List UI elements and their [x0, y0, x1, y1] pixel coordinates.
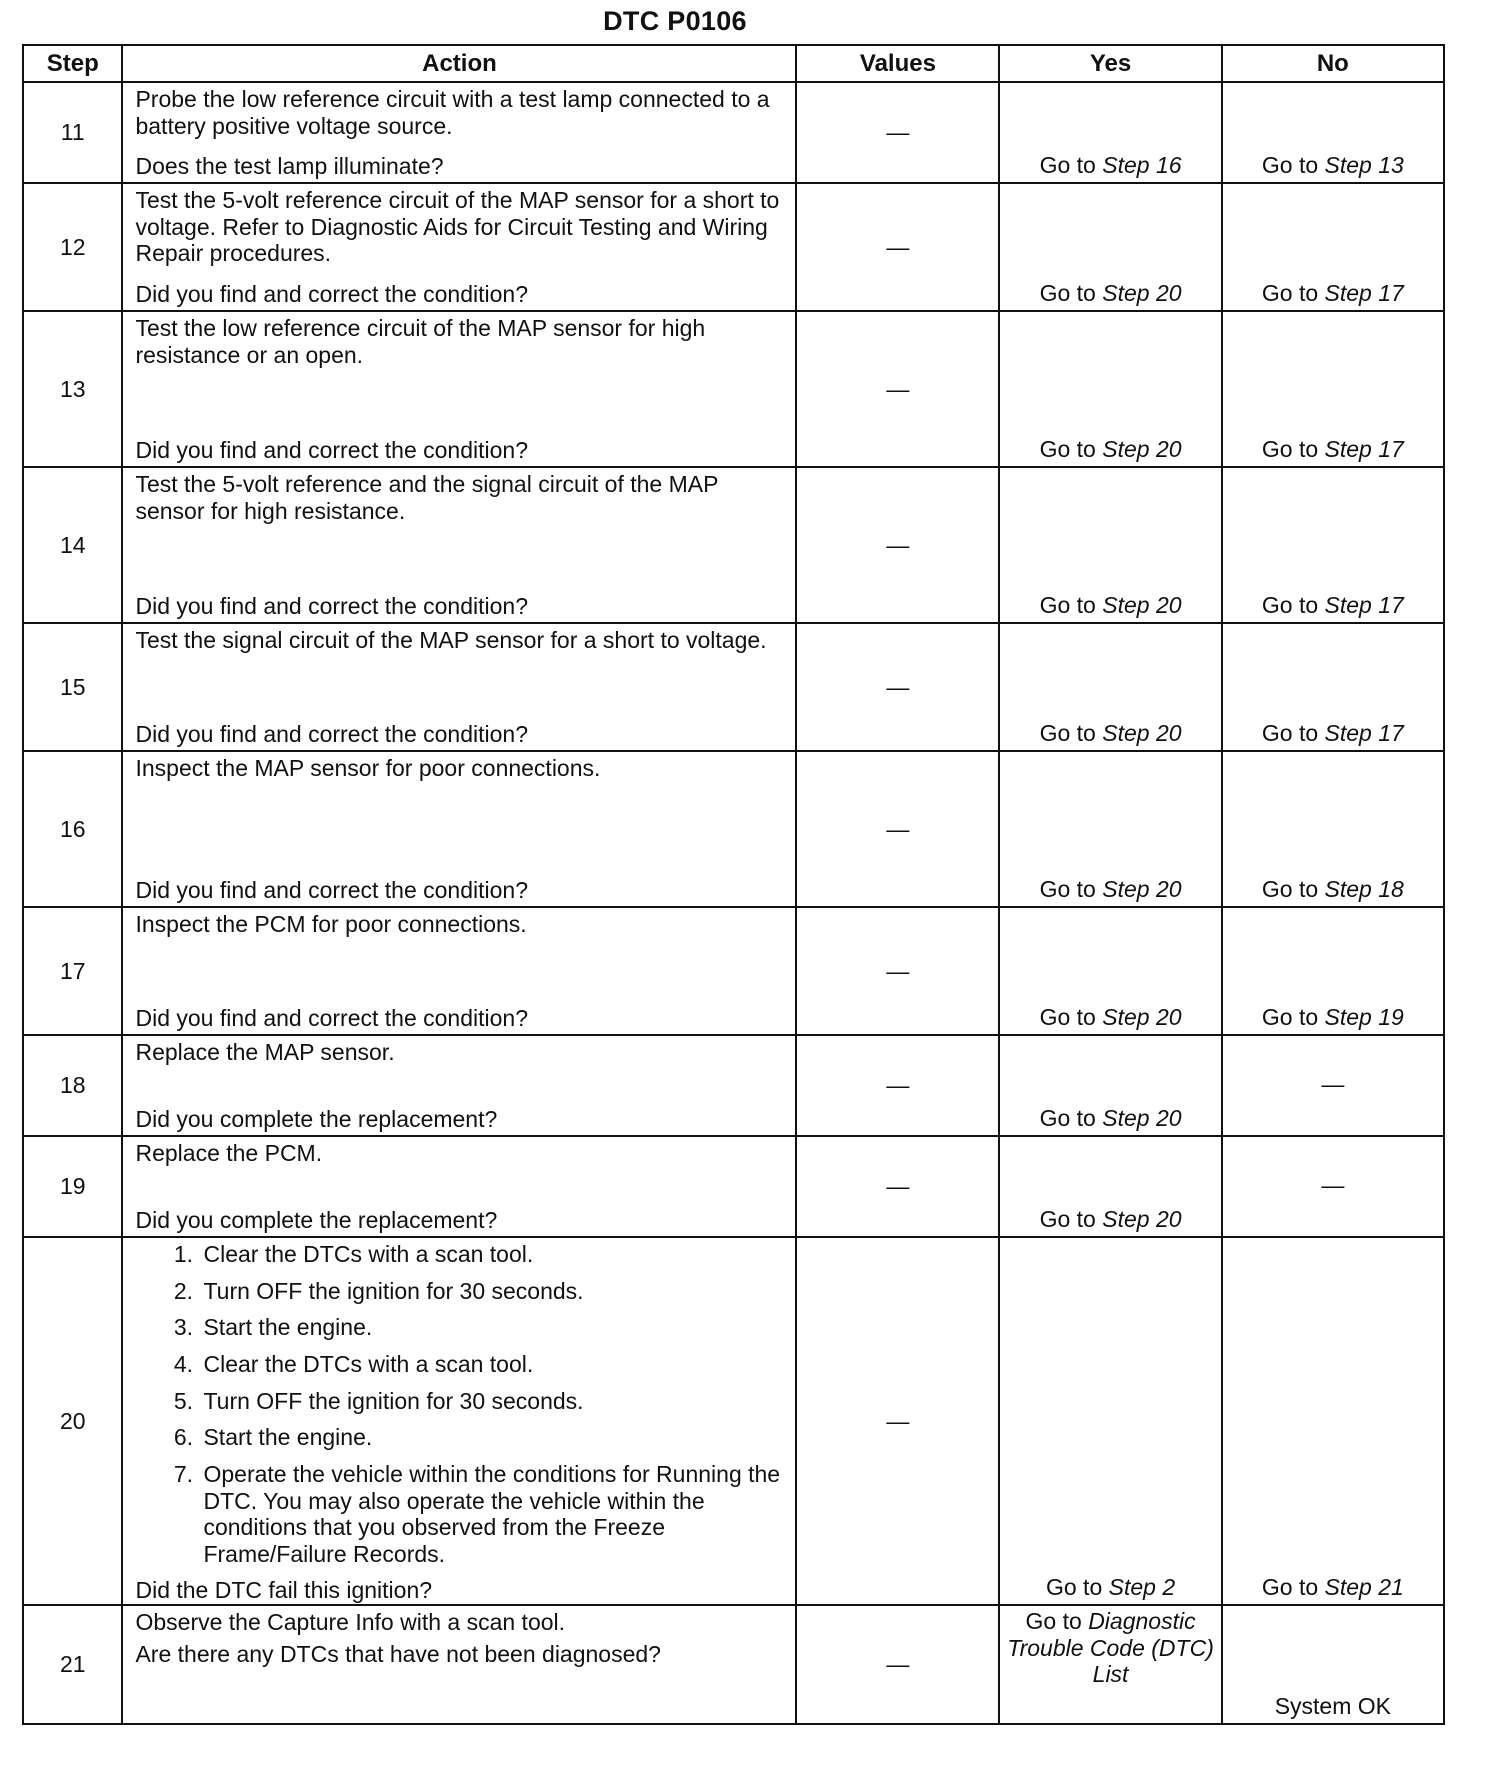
action-cell [122, 907, 796, 1035]
step-number: 17 [23, 907, 122, 1035]
table-row [23, 1035, 1444, 1136]
list-item: 3. Start the engine. [199, 1314, 783, 1341]
no-cell [1222, 1605, 1444, 1724]
no-cell [1222, 623, 1444, 751]
table-row [23, 751, 1444, 907]
header-step: Step [23, 45, 122, 82]
step-number: 12 [23, 183, 122, 311]
action-instruction: Test the 5-volt reference circuit of the MAP sensor for a short to voltage. Refer to Diagnostic Aids for Circuit Testing and Wiring Repair procedures. [135, 187, 780, 267]
header-action: Action [122, 45, 796, 82]
yes-step-link[interactable]: Step 20 [1102, 436, 1182, 463]
table-row [23, 1237, 1444, 1605]
step-number: 21 [23, 1605, 122, 1724]
step-number: 11 [23, 82, 122, 183]
values-cell: — [796, 1136, 999, 1237]
action-instruction: Probe the low reference circuit with a test lamp connected to a battery positive voltage source. [135, 86, 770, 139]
action-cell [122, 1605, 796, 1724]
goto-text: Go to [1261, 1574, 1319, 1601]
action-question: Did you find and correct the condition? [135, 593, 528, 620]
yes-cell [999, 1605, 1221, 1724]
yes-cell [999, 467, 1221, 623]
goto-text: Go to [1039, 436, 1096, 463]
procedure-list [135, 1241, 783, 1572]
action-instruction: Test the low reference circuit of the MAP sensor for high resistance or an open. [135, 315, 706, 368]
list-item: 2. Turn OFF the ignition for 30 seconds. [199, 1278, 783, 1305]
action-instruction: Test the 5-volt reference and the signal circuit of the MAP sensor for high resistance. [135, 471, 719, 524]
step-number: 15 [23, 623, 122, 751]
table-row [23, 467, 1444, 623]
yes-cell [999, 751, 1221, 907]
no-step-link[interactable]: Step 17 [1324, 436, 1404, 463]
action-question: Did you complete the replacement? [135, 1207, 498, 1234]
list-item: 4. Clear the DTCs with a scan tool. [199, 1351, 783, 1378]
no-step-link[interactable]: Step 13 [1324, 152, 1404, 179]
action-question: Did you find and correct the condition? [135, 721, 528, 748]
no-cell [1222, 82, 1444, 183]
yes-step-link[interactable]: Step 20 [1102, 280, 1182, 307]
yes-cell [999, 1237, 1221, 1605]
no-step-link[interactable]: Step 17 [1324, 592, 1404, 619]
action-question: Did the DTC fail this ignition? [135, 1576, 433, 1603]
values-cell: — [796, 82, 999, 183]
no-cell [1222, 467, 1444, 623]
action-instruction: Replace the PCM. [135, 1140, 323, 1166]
table-row [23, 311, 1444, 467]
step-number: 18 [23, 1035, 122, 1136]
no-step-link[interactable]: Step 17 [1324, 280, 1404, 307]
no-step-link[interactable]: Step 19 [1324, 1004, 1404, 1031]
action-cell [122, 183, 796, 311]
step-number: 19 [23, 1136, 122, 1237]
action-instruction: Inspect the PCM for poor connections. [135, 911, 527, 937]
values-cell: — [796, 907, 999, 1035]
values-cell: — [796, 1605, 999, 1724]
goto-text: Go to [1261, 876, 1319, 903]
list-item: 6. Start the engine. [199, 1424, 783, 1451]
action-cell [122, 1237, 796, 1605]
no-step-link[interactable]: Step 18 [1324, 876, 1404, 903]
yes-cell [999, 1136, 1221, 1237]
no-step-link[interactable]: Step 17 [1324, 720, 1404, 747]
no-cell [1222, 183, 1444, 311]
action-instruction: Test the signal circuit of the MAP sensor for a short to voltage. [135, 627, 767, 653]
values-cell: — [796, 751, 999, 907]
goto-text: Go to [1039, 592, 1096, 619]
list-item: 7. Operate the vehicle within the conditions for Running the DTC. You may also operate the vehicle within the conditions that you observed from the Freeze Frame/Failure Records. [199, 1461, 783, 1568]
no-step-link[interactable]: Step 21 [1324, 1574, 1404, 1601]
goto-text: Go to [1039, 1206, 1096, 1233]
yes-cell [999, 311, 1221, 467]
action-instruction: Replace the MAP sensor. [135, 1039, 395, 1065]
no-cell [1222, 751, 1444, 907]
step-number: 20 [23, 1237, 122, 1605]
values-cell: — [796, 467, 999, 623]
yes-step-link[interactable]: Step 20 [1102, 1105, 1182, 1132]
no-cell: — [1222, 1136, 1444, 1237]
yes-cell [999, 82, 1221, 183]
table-row [23, 907, 1444, 1035]
header-values: Values [796, 45, 999, 82]
table-row [23, 1136, 1444, 1237]
action-cell [122, 82, 796, 183]
table-row [23, 1605, 1444, 1724]
goto-text: Go to [1039, 720, 1096, 747]
page-title: DTC P0106 [603, 6, 747, 36]
action-cell [122, 1136, 796, 1237]
goto-text: Go to [1039, 876, 1096, 903]
yes-step-link[interactable]: Step 16 [1102, 152, 1182, 179]
yes-cell [999, 623, 1221, 751]
action-question: Did you find and correct the condition? [135, 1005, 528, 1032]
yes-step-link[interactable]: Step 20 [1102, 876, 1182, 903]
action-cell [122, 467, 796, 623]
goto-text: Go to [1039, 1004, 1096, 1031]
action-instruction: Observe the Capture Info with a scan tool. [135, 1609, 566, 1635]
yes-cell [999, 907, 1221, 1035]
goto-text: Go to [1039, 152, 1096, 179]
table-row [23, 183, 1444, 311]
values-cell: — [796, 311, 999, 467]
goto-text: Go to [1039, 1105, 1096, 1132]
list-item: 5. Turn OFF the ignition for 30 seconds. [199, 1388, 783, 1415]
yes-step-link[interactable]: Step 2 [1108, 1574, 1176, 1601]
step-number: 16 [23, 751, 122, 907]
step-number: 13 [23, 311, 122, 467]
goto-text: Go to [1025, 1608, 1082, 1634]
goto-text: Go to [1261, 152, 1319, 179]
yes-step-link[interactable]: Step 20 [1102, 720, 1182, 747]
no-cell [1222, 907, 1444, 1035]
values-cell: — [796, 623, 999, 751]
goto-text: Go to [1261, 436, 1319, 463]
values-cell: — [796, 1035, 999, 1136]
system-ok-text: System OK [1274, 1693, 1391, 1720]
values-cell: — [796, 1237, 999, 1605]
yes-step-link[interactable]: Step 20 [1102, 592, 1182, 619]
no-cell [1222, 1237, 1444, 1605]
no-cell: — [1222, 1035, 1444, 1136]
table-header-row [23, 45, 1444, 82]
action-question: Did you find and correct the condition? [135, 281, 528, 308]
step-number: 14 [23, 467, 122, 623]
header-no: No [1222, 45, 1444, 82]
yes-step-link[interactable]: Step 20 [1102, 1004, 1182, 1031]
goto-text: Go to [1045, 1574, 1103, 1601]
header-yes: Yes [999, 45, 1221, 82]
action-question: Are there any DTCs that have not been diagnosed? [135, 1640, 661, 1667]
dtc-list-link[interactable]: Diagnostic Trouble Code (DTC) List [1007, 1608, 1214, 1688]
diagnostic-table [22, 44, 1445, 1725]
goto-text: Go to [1261, 592, 1319, 619]
list-item: 1. Clear the DTCs with a scan tool. [199, 1241, 783, 1268]
yes-cell [999, 183, 1221, 311]
action-cell [122, 751, 796, 907]
action-cell [122, 623, 796, 751]
action-question: Does the test lamp illuminate? [135, 153, 444, 180]
action-question: Did you find and correct the condition? [135, 437, 528, 464]
action-cell [122, 1035, 796, 1136]
goto-text: Go to [1039, 280, 1096, 307]
yes-cell [999, 1035, 1221, 1136]
action-instruction: Inspect the MAP sensor for poor connections. [135, 755, 601, 781]
goto-text: Go to [1261, 720, 1319, 747]
action-cell [122, 311, 796, 467]
table-row [23, 82, 1444, 183]
table-row [23, 623, 1444, 751]
yes-step-link[interactable]: Step 20 [1102, 1206, 1182, 1233]
goto-text: Go to [1261, 1004, 1319, 1031]
values-cell: — [796, 183, 999, 311]
goto-text: Go to [1261, 280, 1319, 307]
action-question: Did you complete the replacement? [135, 1106, 498, 1133]
no-cell [1222, 311, 1444, 467]
action-question: Did you find and correct the condition? [135, 877, 528, 904]
